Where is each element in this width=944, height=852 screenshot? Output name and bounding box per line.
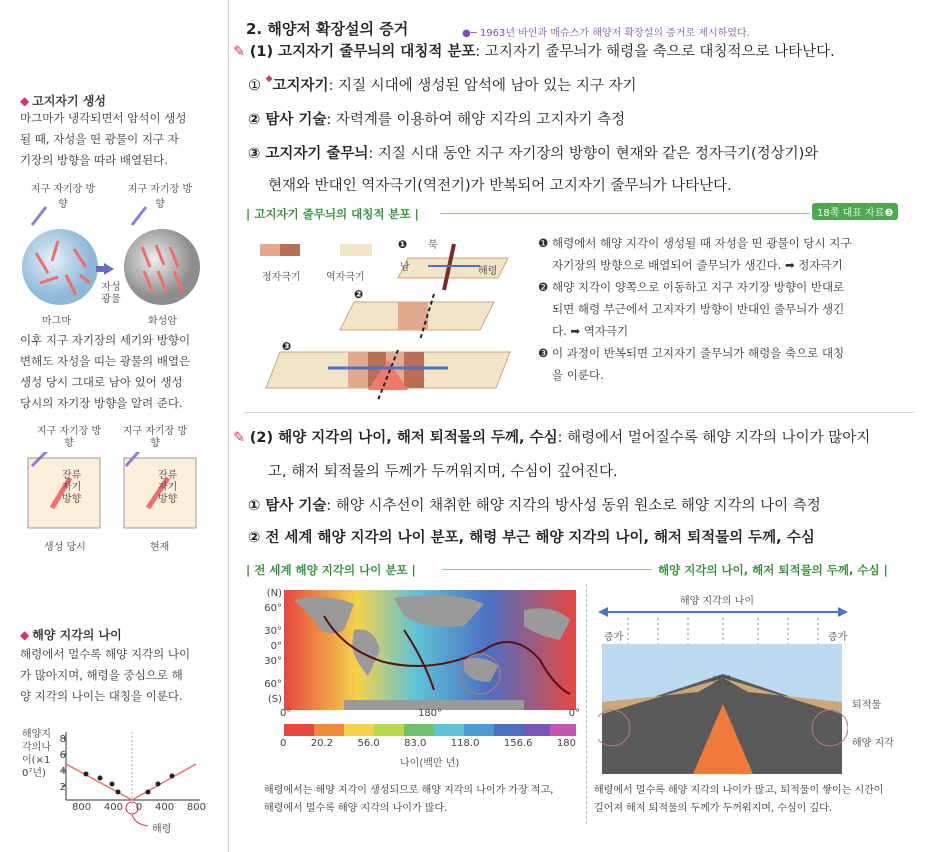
magnetic-stripe-illustration — [258, 230, 528, 405]
graph-ylabel: 해양지각의나이(×10⁷년) — [22, 729, 51, 779]
cross-ridge-label: 해령 — [712, 676, 732, 687]
magma-label: 마그마 — [42, 316, 71, 327]
mineral-label: 자성 광물 — [101, 282, 121, 305]
map-lon-labels: 0° 180° 0° — [280, 708, 580, 719]
increase-right: 증가 — [828, 632, 848, 643]
graph-ridge-label: 해령 — [152, 824, 172, 835]
world-age-map — [284, 590, 576, 710]
cross-caption: 해령에서 멀수록 해양 지각의 나이가 많고, 퇴적물이 쌓이는 시간이 길어져 해저 퇴적물의 두께가 두꺼워지며, 수심이 깊다. — [594, 785, 884, 814]
s2-item-1: ① 탐사 기술: 해양 시추선이 채취한 해양 지각의 방사성 동위 원소로 해양 지각의 나이 측정 — [248, 498, 821, 514]
now-label: 현재 — [150, 542, 170, 553]
section-divider — [244, 412, 914, 413]
sidebar-change-text: 이후 지구 자기장의 세기와 방향이 변해도 자성을 띠는 광물의 배열은 생성 당시 그대로 남아 있어 생성 당시의 자기장 방향을 알려 준다. — [20, 333, 191, 410]
step-descriptions: ❶ 해령에서 해양 지각이 생성될 때 자성을 띤 광물이 당시 지구 자기장의 방향으로 배열되어 줄무늬가 생긴다. ➡ 정자극기 ❷ 해양 지각이 양쪽으로 이동하고 지구 자기장 방향이 반대로 되면 해령 부근에서 고지자기 방향이 반대인 줄무늬가 생긴 다. ➡ 역자극기 ❸ 이 과정이 반복되면 고지자기 줄무늬가 해령을 축으로 대칭 을 이룬다. — [538, 236, 852, 382]
s1-item-2: ② 탐사 기술: 자력계를 이용하여 해양 지각의 고지자기 측정 — [248, 112, 626, 128]
map-lat-labels: (N) 60° 30° 0° 30° 60° (S) — [264, 588, 282, 705]
figure-divider — [586, 584, 588, 824]
rock-label: 화성암 — [148, 316, 177, 327]
s2-line-cont: 고, 해저 퇴적물의 두께가 두꺼워지며, 수심이 깊어진다. — [268, 464, 618, 480]
heading-note: ●─ 1963년 바인과 매슈스가 해양저 확장설의 증거로 제시하였다. — [462, 28, 750, 39]
s2-line: ✎ (2) 해양 지각의 나이, 해저 퇴적물의 두께, 수심: 해령에서 멀어질수록 해양 지각의 나이가 많아지 — [233, 430, 871, 446]
sidebar-age-title: ◆ 해양 지각의 나이 — [20, 628, 122, 642]
fig1-title: | 고지자기 줄무늬의 대칭적 분포 | — [246, 207, 419, 221]
s1-line: ✎ (1) 고지자기 줄무늬의 대칭적 분포: 고지자기 줄무늬가 해령을 축으로 대칭적으로 나타난다. — [233, 44, 835, 60]
map-scale-title: 나이(백만 년) — [400, 758, 460, 769]
s1-item-1: ① ◆고지자기: 지질 시대에 생성된 암석에 남아 있는 지구 자기 — [248, 74, 637, 94]
s1-item-3-cont: 현재와 반대인 역자극기(역전기)가 반복되어 고지자기 줄무늬가 나타난다. — [268, 178, 732, 194]
s2-item-2: ② 전 세계 해양 지각의 나이 분포, 해령 부근 해양 지각의 나이, 해저 퇴적물의 두께, 수심 — [248, 530, 815, 546]
ocean-cross-section — [598, 604, 848, 774]
step-3-marker: ❸ — [282, 340, 292, 353]
fig2-rule — [442, 569, 652, 570]
fig2-title: | 전 세계 해양 지각의 나이 분포 | — [246, 563, 416, 577]
map-color-scale — [284, 724, 576, 736]
map-caption: 해령에서는 해양 지각이 생성되므로 해양 지각의 나이가 가장 적고, 해령에서 멀수록 해양 지각의 나이가 많다. — [264, 785, 554, 814]
age-axis-label: 해양 지각의 나이 — [680, 596, 754, 607]
step-2-marker: ❷ — [354, 288, 364, 301]
reference-badge[interactable]: 18쪽 대표 자료❸ — [812, 203, 898, 220]
fig1-rule — [440, 213, 810, 214]
age-graph — [56, 728, 206, 828]
field-direction-label-1: 지구 자기장 방향 — [30, 184, 96, 210]
sidebar-divider — [228, 0, 229, 852]
sediment-label: 퇴적물 — [852, 700, 881, 711]
step-1-marker: ❶ — [398, 238, 408, 251]
sidebar-mag-title: ◆ 고지자기 생성 — [20, 94, 106, 108]
ridge-label: 해령 — [478, 266, 498, 277]
map-scale-values: 0 20.2 56.0 83.0 118.0 156.6 180 — [280, 738, 576, 749]
residual-label-1: 잔류 자기 방향 — [62, 470, 82, 505]
graph-xticks: 800 400 0 400 800 — [72, 802, 206, 813]
field-direction-label-3: 지구 자기장 방향 — [36, 426, 102, 449]
s1-item-3: ③ 고지자기 줄무늬: 지질 시대 동안 지구 자기장의 방향이 현재와 같은 정자극기(정상기)와 — [248, 146, 819, 162]
increase-left: 증가 — [604, 632, 624, 643]
legend-reverse: 역자극기 — [326, 272, 365, 283]
sidebar-age-text: 해령에서 멀수록 해양 지각의 나이 가 많아지며, 해령을 중심으로 해 양 지각의 나이는 대칭을 이룬다. — [20, 647, 191, 703]
south-label: 남 — [400, 262, 410, 273]
field-direction-label-2: 지구 자기장 방향 — [127, 184, 193, 210]
crust-label: 해양 지각 — [852, 738, 894, 749]
sidebar — [0, 0, 228, 852]
residual-label-2: 잔류 자기 방향 — [158, 470, 178, 505]
north-label: 북 — [428, 240, 438, 251]
then-label: 생성 당시 — [44, 542, 86, 553]
graph-yticks: 8 6 4 2 — [59, 734, 66, 793]
fig3-title: 해양 지각의 나이, 해저 퇴적물의 두께, 수심 | — [658, 563, 888, 577]
sidebar-mag-text: 마그마가 냉각되면서 암석이 생성 될 때, 자성을 띤 광물이 지구 자 기장의 방향을 따라 배열된다. — [20, 111, 187, 167]
section-heading: 2. 해양저 확장설의 증거 — [246, 20, 409, 38]
legend-normal: 정자극기 — [262, 272, 301, 283]
field-direction-label-4: 지구 자기장 방향 — [122, 426, 188, 449]
